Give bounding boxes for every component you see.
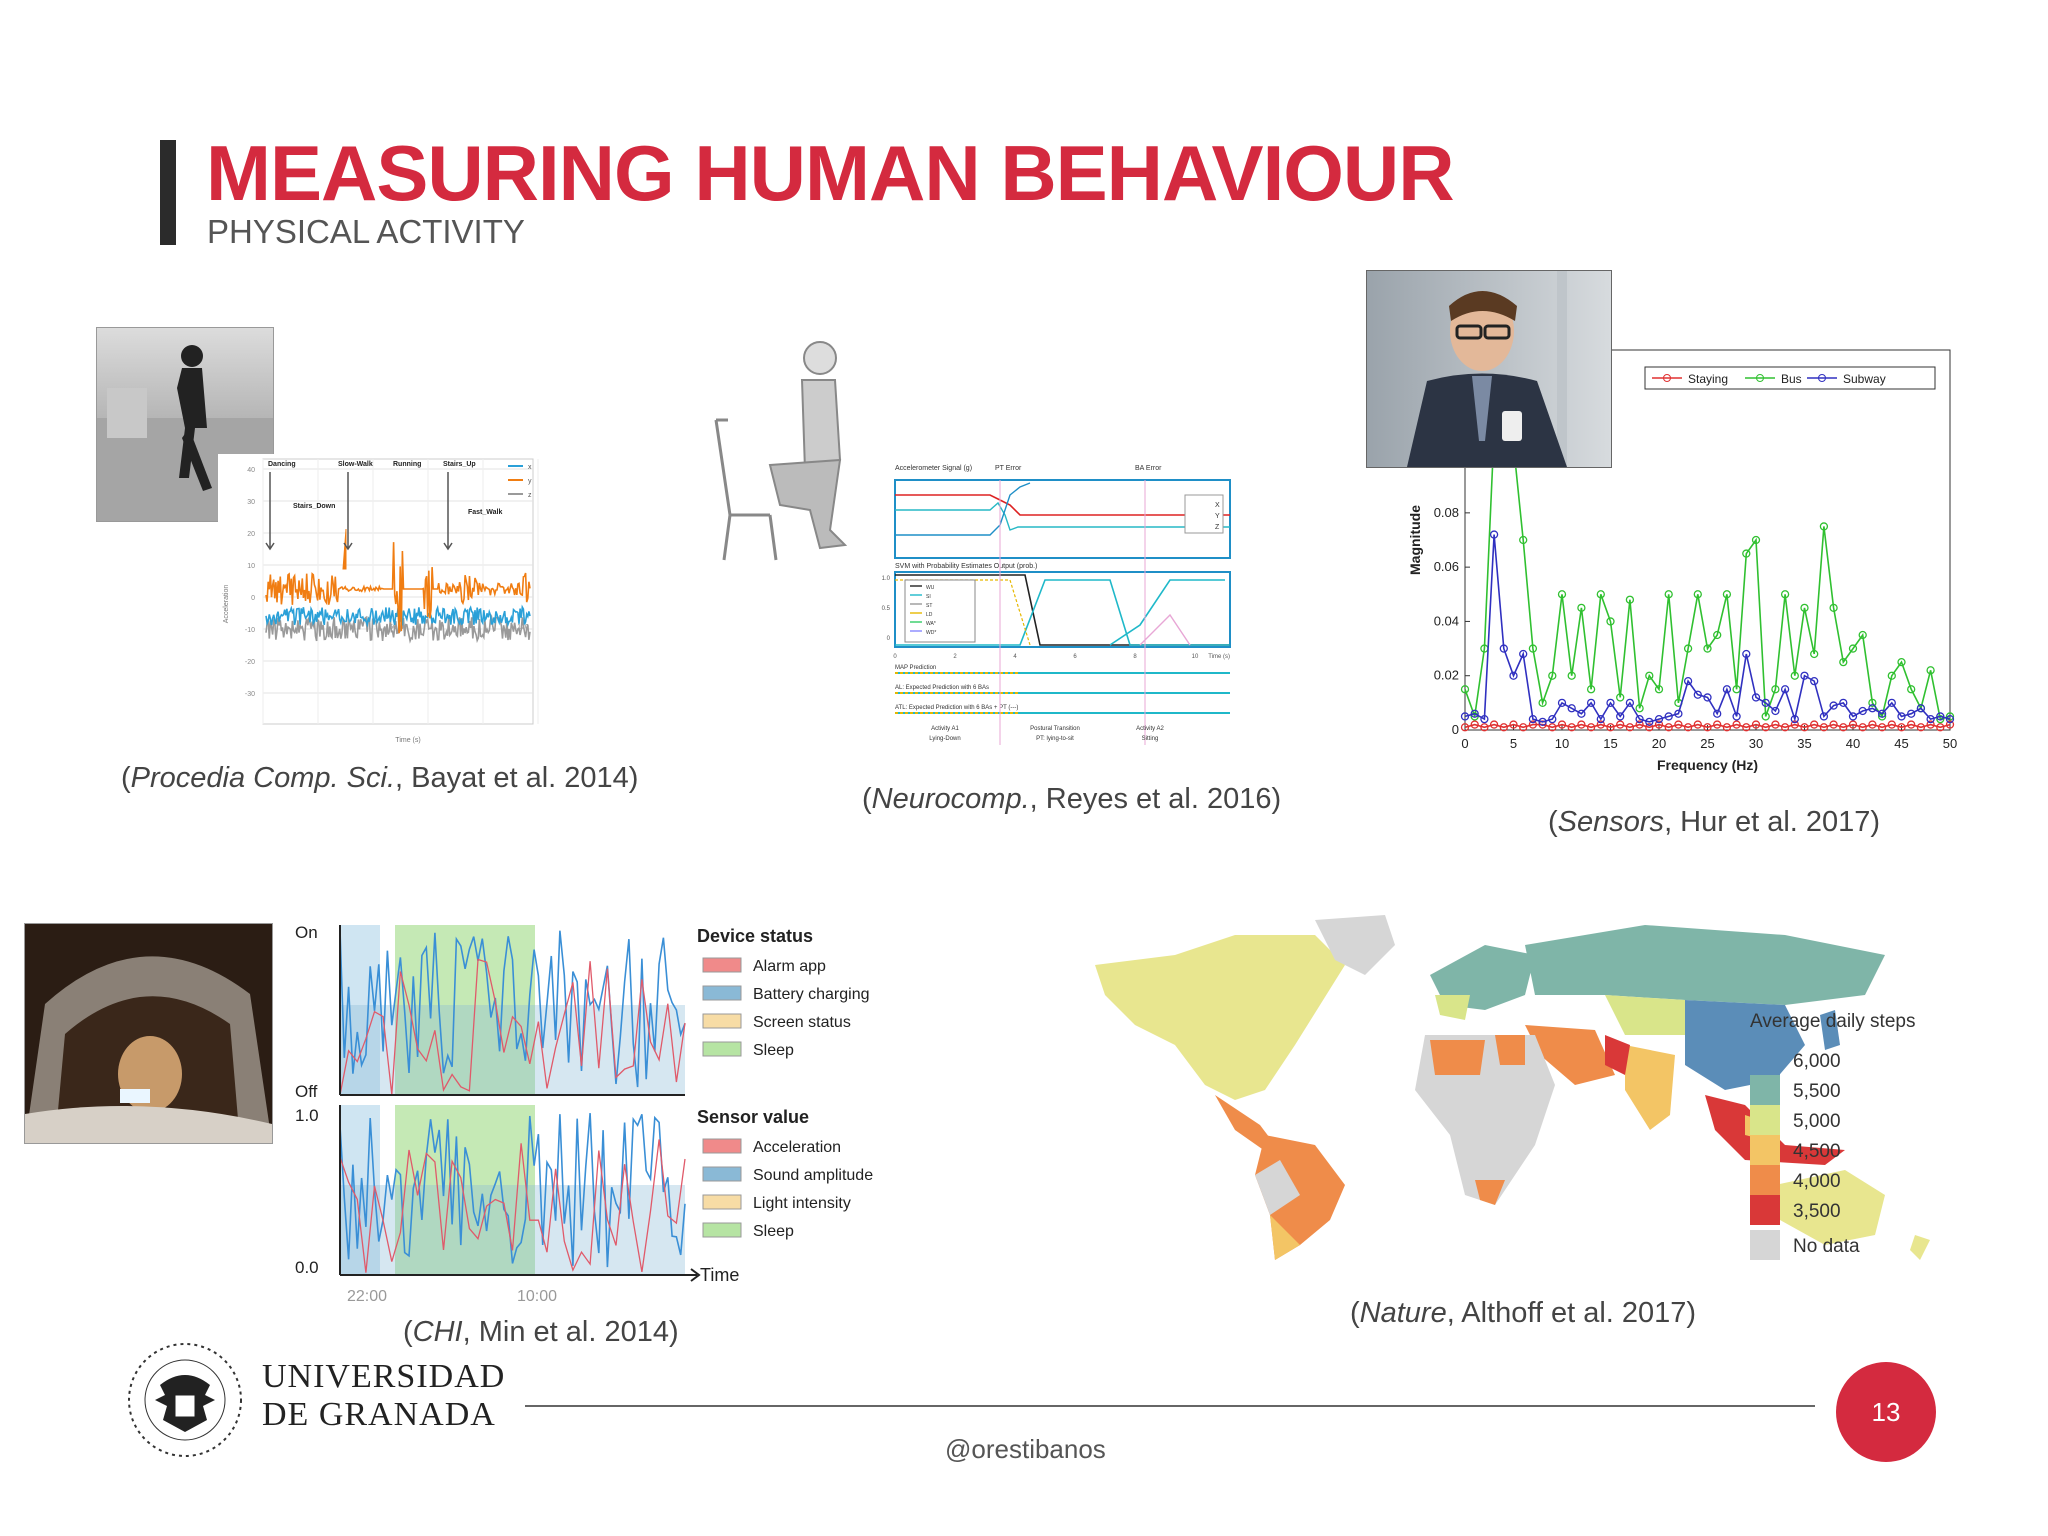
reyes-ytick: 1.0 — [881, 576, 890, 582]
min-ytick-0: 0.0 — [295, 1258, 319, 1277]
bayat-legend-label: y — [528, 478, 532, 485]
hur-xtick: 20 — [1651, 736, 1667, 751]
hur-xlabel: Frequency (Hz) — [1656, 757, 1759, 773]
map-legend-swatch — [1750, 1135, 1780, 1165]
bayat-legend-label: x — [528, 464, 532, 471]
reyes-mid-legend-label: WD* — [926, 630, 937, 636]
reyes-middle-title: SVM with Probability Estimates Output (prob.) — [895, 563, 1038, 570]
min-ytick-on: On — [295, 923, 318, 942]
min-legend-label: Screen status — [753, 1014, 851, 1031]
min-legend-swatch — [703, 1223, 741, 1237]
min-ytick-off: Off — [295, 1082, 318, 1101]
reyes-top-legend-label: Y — [1215, 513, 1220, 520]
reyes-xtick: 8 — [1133, 654, 1137, 660]
min-legend-swatch — [703, 958, 741, 972]
map-legend-label: 3,500 — [1793, 1201, 1841, 1222]
hur-ytick: 0.04 — [1433, 613, 1459, 629]
citation-hur: (Sensors, Hur et al. 2017) — [1548, 806, 1881, 838]
reyes-bottom-label: Lying-Down — [929, 736, 961, 742]
map-legend-title: Average daily steps — [1750, 1011, 1916, 1032]
bayat-ytick: -20 — [244, 659, 255, 666]
map-legend-nodata-swatch — [1750, 1230, 1780, 1260]
reyes-top-label: BA Error — [1135, 465, 1162, 472]
university-name-line1: UNIVERSIDAD — [262, 1358, 506, 1395]
author-handle: @orestibanos — [945, 1434, 1106, 1464]
map-legend-nodata-label: No data — [1793, 1236, 1860, 1257]
bayat-annotation: Fast_Walk — [468, 509, 503, 516]
min-legend-label: Sound amplitude — [753, 1167, 874, 1184]
reyes-bottom-label: Activity A1 — [931, 726, 959, 732]
citation-bayat: (Procedia Comp. Sci., Bayat et al. 2014) — [121, 762, 639, 794]
map-legend-swatch — [1750, 1195, 1780, 1225]
slide-title: MEASURING HUMAN BEHAVIOUR — [206, 129, 1454, 217]
hur-xtick: 0 — [1461, 736, 1469, 751]
reyes-xtick: 10 — [1191, 654, 1199, 660]
sit-to-stand-figure — [710, 330, 870, 565]
reyes-mid-legend — [905, 580, 975, 642]
reyes-top-label: PT Error — [995, 465, 1022, 472]
hur-ytick: 0.02 — [1433, 667, 1459, 683]
bayat-xtick: 60 — [389, 624, 397, 631]
reyes-row-label: MAP Prediction — [895, 665, 937, 671]
min-legend-swatch — [703, 1042, 741, 1056]
reyes-mid-legend-label: SI — [926, 594, 931, 600]
hur-ytick: 0.08 — [1433, 504, 1459, 520]
althoff-world-map — [1085, 915, 1965, 1275]
bayat-legend-label: z — [528, 492, 532, 499]
min-xlabel: Time — [700, 1265, 740, 1285]
reyes-xtick: 2 — [953, 654, 957, 660]
min-legend-label: Sleep — [753, 1042, 794, 1059]
citation-althoff: (Nature, Althoff et al. 2017) — [1350, 1297, 1697, 1329]
bayat-xtick: 120 — [517, 624, 529, 631]
bayat-ytick: 30 — [247, 499, 255, 506]
reyes-xtick: 4 — [1013, 654, 1017, 660]
map-legend-swatch — [1750, 1045, 1780, 1075]
reyes-top-legend-label: Z — [1215, 524, 1220, 531]
map-legend-label: 4,500 — [1793, 1141, 1841, 1162]
min-legend-label: Sleep — [753, 1223, 794, 1240]
hur-xtick: 5 — [1509, 736, 1518, 751]
title-accent-bar — [160, 140, 176, 245]
reyes-xtick: 6 — [1073, 654, 1077, 660]
map-india — [1625, 1045, 1675, 1130]
map-north-america — [1095, 935, 1345, 1100]
reyes-signal-box — [895, 480, 1230, 558]
hur-legend-label: Bus — [1781, 372, 1802, 386]
commuter-photo — [1366, 270, 1612, 468]
hur-xtick: 40 — [1845, 736, 1861, 751]
bayat-annotation: Running — [393, 461, 422, 468]
min-ytick-1: 1.0 — [295, 1106, 319, 1125]
min-legend-swatch — [703, 1195, 741, 1209]
phone-under-blanket-photo — [24, 923, 273, 1144]
reyes-xtick: 0 — [893, 654, 897, 660]
reyes-xlabel: Time (s) — [1208, 654, 1230, 660]
reyes-mid-legend-label: WA* — [926, 621, 936, 627]
reyes-mid-legend-label: WU — [926, 585, 935, 591]
university-seal — [125, 1340, 245, 1460]
reyes-row-label: ATL: Expected Prediction with 6 BAs + PT (---) — [895, 705, 1019, 711]
reyes-bottom-label: Postural Transition — [1030, 726, 1080, 732]
hur-ytick: 0 — [1451, 722, 1459, 737]
map-legend-label: 5,500 — [1793, 1081, 1841, 1102]
bayat-ytick: -10 — [244, 627, 255, 634]
bayat-ytick: 10 — [247, 563, 255, 570]
map-legend-swatch — [1750, 1165, 1780, 1195]
citation-reyes: (Neurocomp., Reyes et al. 2016) — [862, 783, 1282, 815]
hur-xtick: 25 — [1700, 736, 1715, 751]
footer-divider — [525, 1405, 1815, 1407]
reyes-mid-legend-label: LD — [926, 612, 933, 618]
university-name-line2: DE GRANADA — [262, 1396, 496, 1433]
reyes-bottom-label: Activity A2 — [1136, 726, 1164, 732]
bayat-ylabel: Acceleration — [223, 584, 230, 624]
min-legend-label: Battery charging — [753, 986, 870, 1003]
reyes-top-legend-label: X — [1215, 502, 1220, 509]
page-number-badge: 13 — [1836, 1362, 1936, 1462]
min-legend-label: Light intensity — [753, 1195, 851, 1212]
hur-xtick: 15 — [1603, 736, 1618, 751]
university-name — [262, 1358, 505, 1434]
min-legend-title: Sensor value — [697, 1107, 810, 1127]
bayat-annotation: Stairs_Down — [293, 503, 336, 510]
bayat-annotation: Stairs_Up — [443, 461, 476, 468]
min-legend-label: Acceleration — [753, 1139, 842, 1156]
min-legend-swatch — [703, 986, 741, 1000]
map-russia — [1525, 925, 1885, 1005]
min-sleep-chart — [285, 915, 905, 1305]
hur-xtick: 35 — [1797, 736, 1812, 751]
min-legend-swatch — [703, 1139, 741, 1153]
min-xtick: 22:00 — [346, 1288, 388, 1305]
reyes-top-label: Accelerometer Signal (g) — [895, 465, 973, 472]
bayat-xlabel: Time (s) — [395, 737, 421, 744]
bayat-ytick: 0 — [251, 595, 255, 602]
map-legend-label: 4,000 — [1793, 1171, 1841, 1192]
bayat-ytick: -30 — [244, 691, 255, 698]
reyes-row-label: AL: Expected Prediction with 6 BAs — [895, 685, 990, 691]
citation-min: (CHI, Min et al. 2014) — [403, 1316, 679, 1348]
min-time-arrow — [685, 1269, 699, 1281]
bayat-annotation: Slow-Walk — [338, 461, 373, 468]
reyes-transition-chart — [850, 455, 1240, 755]
hur-xtick: 45 — [1894, 736, 1909, 751]
map-legend-swatch — [1750, 1075, 1780, 1105]
hur-ylabel: Magnitude — [1407, 505, 1423, 575]
reyes-bottom-label: Sitting — [1141, 736, 1159, 742]
min-legend-label: Alarm app — [753, 958, 826, 975]
min-xtick: 10:00 — [516, 1288, 558, 1305]
map-legend-label: 6,000 — [1793, 1051, 1841, 1072]
hur-xtick: 10 — [1554, 736, 1570, 751]
min-legend-swatch — [703, 1167, 741, 1181]
hur-xtick: 50 — [1942, 736, 1958, 751]
hur-xtick: 30 — [1748, 736, 1764, 751]
bayat-ytick: 20 — [247, 531, 255, 538]
min-legend-title: Device status — [697, 926, 814, 946]
reyes-ytick: 0.5 — [881, 606, 890, 612]
reyes-ytick: 0 — [886, 636, 890, 642]
hur-legend-label: Subway — [1843, 372, 1886, 386]
map-legend-swatch — [1750, 1105, 1780, 1135]
bayat-acceleration-chart — [218, 454, 570, 749]
hur-ytick: 0.06 — [1433, 559, 1459, 575]
hur-legend-label: Staying — [1688, 372, 1729, 386]
bayat-annotation: Dancing — [268, 461, 296, 468]
map-legend-label: 5,000 — [1793, 1111, 1841, 1132]
bayat-ytick: 40 — [247, 467, 255, 474]
reyes-mid-legend-label: ST — [926, 603, 933, 609]
slide-subtitle: PHYSICAL ACTIVITY — [207, 213, 525, 250]
reyes-bottom-label: PT: lying-to-sit — [1036, 736, 1074, 742]
min-legend-swatch — [703, 1014, 741, 1028]
